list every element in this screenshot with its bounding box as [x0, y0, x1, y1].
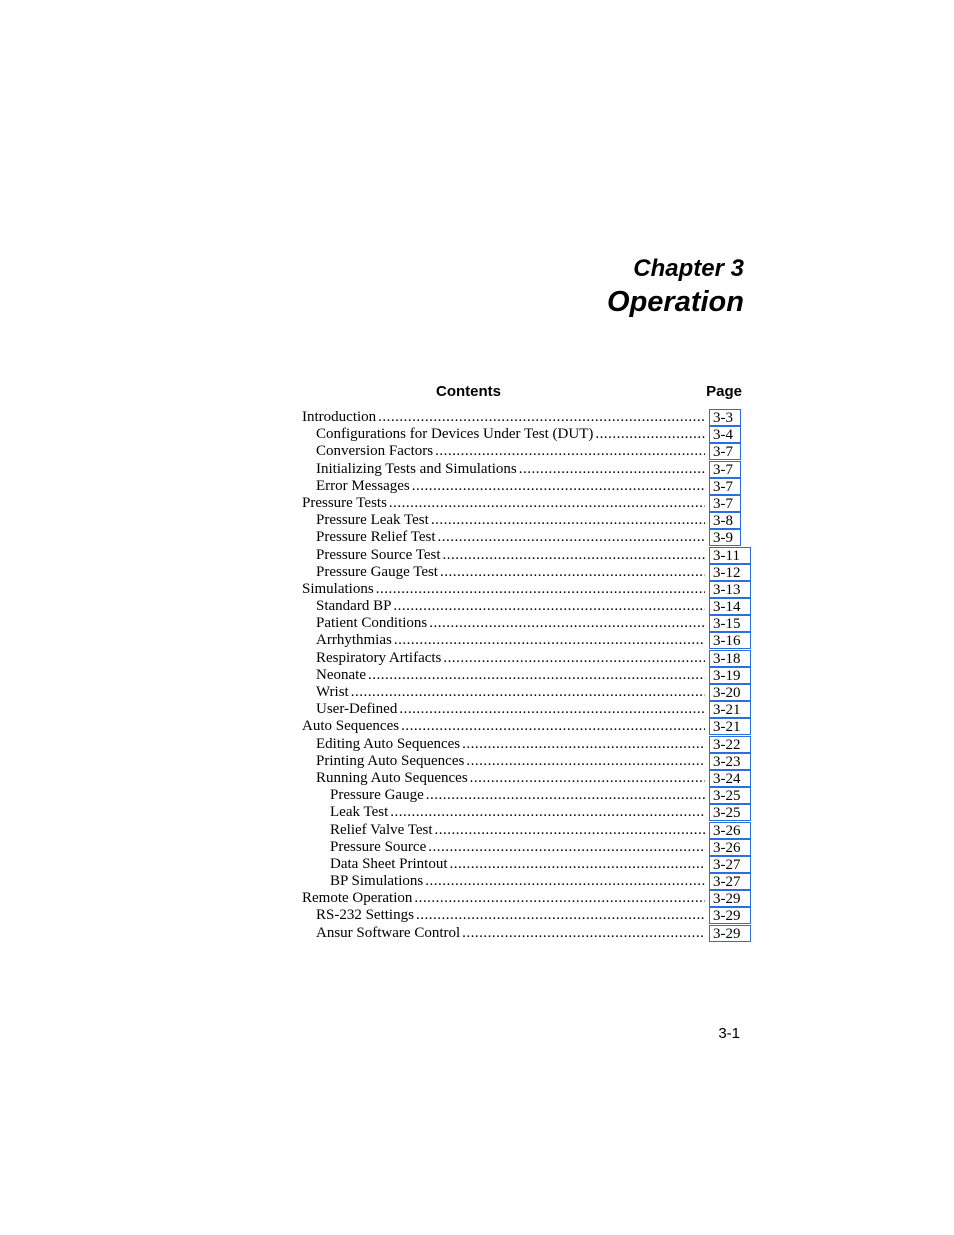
- table-of-contents: [302, 409, 752, 942]
- toc-page-link[interactable]: 3-29: [709, 890, 751, 907]
- toc-entry: [316, 426, 705, 443]
- toc-entry: [316, 701, 705, 718]
- toc-entry-title: Auto Sequences: [302, 718, 400, 735]
- toc-page-link[interactable]: 3-21: [709, 701, 751, 718]
- toc-entry-title: BP Simulations: [330, 873, 424, 890]
- toc-page-link[interactable]: 3-26: [709, 839, 751, 856]
- chapter-heading: [607, 252, 744, 318]
- dot-leader: [447, 856, 705, 873]
- toc-page-link[interactable]: 3-22: [709, 736, 751, 753]
- toc-entry: [302, 495, 705, 512]
- toc-entry-title: Data Sheet Printout: [330, 855, 448, 872]
- dot-leader: [438, 564, 705, 581]
- toc-row[interactable]: [302, 598, 752, 615]
- toc-row[interactable]: [302, 547, 752, 564]
- toc-entry: [316, 770, 705, 787]
- chapter-title: Operation: [607, 286, 744, 318]
- toc-entry: [316, 632, 705, 649]
- toc-entry-title: Pressure Gauge Test: [316, 563, 438, 580]
- page-number: 3-1: [718, 1025, 740, 1042]
- toc-page-link[interactable]: 3-27: [709, 856, 751, 873]
- toc-entry-title: Running Auto Sequences: [316, 769, 468, 786]
- toc-row[interactable]: [302, 787, 752, 804]
- toc-entry: [316, 684, 705, 701]
- toc-page-link[interactable]: 3-20: [709, 684, 751, 701]
- toc-entry: [316, 736, 705, 753]
- toc-page-link[interactable]: 3-27: [709, 873, 751, 890]
- toc-entry-title: Arrhythmias: [316, 632, 392, 649]
- toc-entry-title: Leak Test: [330, 804, 389, 821]
- toc-page-link[interactable]: 3-23: [709, 753, 751, 770]
- toc-page-link[interactable]: 3-29: [709, 907, 751, 924]
- dot-leader: [460, 736, 705, 753]
- toc-entry: [302, 409, 705, 426]
- toc-page-link[interactable]: 3-25: [709, 787, 751, 804]
- toc-page-link[interactable]: 3-24: [709, 770, 751, 787]
- toc-entry-title: Neonate: [316, 666, 366, 683]
- dot-leader: [460, 925, 705, 942]
- toc-page-link[interactable]: 3-9: [709, 529, 741, 546]
- toc-row[interactable]: [302, 495, 752, 512]
- toc-entry: [316, 461, 705, 478]
- toc-entry: [302, 581, 705, 598]
- toc-row[interactable]: [302, 822, 752, 839]
- toc-entry: [302, 890, 705, 907]
- toc-entry: [302, 718, 705, 735]
- dot-leader: [414, 907, 705, 924]
- toc-page-link[interactable]: 3-26: [709, 822, 751, 839]
- toc-entry-title: Pressure Gauge: [330, 787, 424, 804]
- toc-row[interactable]: [302, 890, 752, 907]
- dot-leader: [517, 461, 705, 478]
- dot-leader: [397, 701, 705, 718]
- dot-leader: [392, 632, 705, 649]
- toc-page-link[interactable]: 3-14: [709, 598, 751, 615]
- dot-leader: [429, 512, 705, 529]
- dot-leader: [387, 495, 705, 512]
- toc-entry-title: Standard BP: [316, 598, 392, 615]
- dot-leader: [433, 443, 705, 460]
- dot-leader: [391, 598, 705, 615]
- toc-entry-title: Printing Auto Sequences: [316, 752, 465, 769]
- toc-row[interactable]: [302, 839, 752, 856]
- toc-entry-title: Patient Conditions: [316, 615, 428, 632]
- toc-page-link[interactable]: 3-4: [709, 426, 741, 443]
- toc-entry: [316, 907, 705, 924]
- dot-leader: [441, 650, 705, 667]
- toc-entry: [316, 598, 705, 615]
- toc-row[interactable]: [302, 925, 752, 942]
- dot-leader: [464, 753, 705, 770]
- dot-leader: [423, 873, 705, 890]
- contents-header: [300, 383, 742, 401]
- toc-entry: [316, 478, 705, 495]
- toc-entry: [316, 650, 705, 667]
- toc-row[interactable]: [302, 632, 752, 649]
- toc-page-link[interactable]: 3-12: [709, 564, 751, 581]
- toc-row[interactable]: [302, 443, 752, 460]
- toc-row[interactable]: [302, 701, 752, 718]
- dot-leader: [412, 890, 705, 907]
- dot-leader: [366, 667, 705, 684]
- toc-entry-title: Error Messages: [316, 477, 410, 494]
- toc-entry: [316, 443, 705, 460]
- toc-row[interactable]: [302, 650, 752, 667]
- toc-row[interactable]: [302, 684, 752, 701]
- toc-entry-title: Initializing Tests and Simulations: [316, 460, 517, 477]
- toc-entry: [316, 529, 705, 546]
- toc-row[interactable]: [302, 907, 752, 924]
- toc-row[interactable]: [302, 409, 752, 426]
- dot-leader: [399, 718, 705, 735]
- toc-entry-title: Respiratory Artifacts: [316, 649, 442, 666]
- toc-entry-title: Editing Auto Sequences: [316, 735, 461, 752]
- toc-entry-title: Conversion Factors: [316, 443, 434, 460]
- toc-entry: [330, 822, 705, 839]
- dot-leader: [349, 684, 705, 701]
- page-column-label: Page: [706, 383, 742, 400]
- toc-entry: [316, 512, 705, 529]
- toc-entry-title: Relief Valve Test: [330, 821, 433, 838]
- toc-entry: [330, 856, 705, 873]
- toc-entry-title: Pressure Source Test: [316, 546, 441, 563]
- toc-entry: [330, 787, 705, 804]
- toc-entry: [316, 667, 705, 684]
- toc-page-link[interactable]: 3-3: [709, 409, 741, 426]
- toc-row[interactable]: [302, 529, 752, 546]
- toc-entry-title: Ansur Software Control: [316, 924, 461, 941]
- toc-row[interactable]: [302, 856, 752, 873]
- dot-leader: [424, 787, 705, 804]
- toc-entry-title: Pressure Source: [330, 838, 427, 855]
- toc-entry-title: Remote Operation: [302, 890, 413, 907]
- toc-entry: [330, 873, 705, 890]
- toc-row[interactable]: [302, 736, 752, 753]
- toc-page-link[interactable]: 3-8: [709, 512, 741, 529]
- dot-leader: [427, 615, 705, 632]
- toc-page-link[interactable]: 3-7: [709, 443, 741, 460]
- toc-entry-title: Configurations for Devices Under Test (DUT): [316, 426, 594, 443]
- toc-entry: [316, 615, 705, 632]
- toc-entry-title: Wrist: [316, 684, 349, 700]
- dot-leader: [410, 478, 705, 495]
- toc-page-link[interactable]: 3-7: [709, 478, 741, 495]
- contents-column-label: Contents: [436, 383, 501, 400]
- toc-row[interactable]: [302, 667, 752, 684]
- toc-entry: [330, 839, 705, 856]
- dot-leader: [468, 770, 705, 787]
- toc-row[interactable]: [302, 461, 752, 478]
- toc-row[interactable]: [302, 564, 752, 581]
- toc-row[interactable]: [302, 770, 752, 787]
- dot-leader: [593, 426, 705, 443]
- toc-page-link[interactable]: 3-7: [709, 495, 741, 512]
- toc-entry-title: Pressure Tests: [302, 494, 387, 511]
- toc-entry-title: Simulations: [302, 580, 374, 597]
- toc-entry-title: Introduction: [302, 409, 377, 425]
- chapter-label: Chapter 3: [633, 255, 744, 282]
- toc-page-link[interactable]: 3-29: [709, 925, 751, 942]
- toc-entry-title: RS-232 Settings: [316, 907, 414, 924]
- toc-page-link[interactable]: 3-15: [709, 615, 751, 632]
- toc-entry-title: Pressure Leak Test: [316, 512, 429, 529]
- dot-leader: [388, 804, 705, 821]
- toc-page-link[interactable]: 3-25: [709, 804, 751, 821]
- dot-leader: [433, 822, 705, 839]
- toc-page-link[interactable]: 3-21: [709, 718, 751, 735]
- toc-entry: [316, 753, 705, 770]
- dot-leader: [426, 839, 705, 856]
- toc-entry: [316, 925, 705, 942]
- toc-entry: [316, 547, 705, 564]
- dot-leader: [440, 547, 705, 564]
- toc-page-link[interactable]: 3-11: [709, 547, 751, 564]
- toc-entry-title: User-Defined: [316, 701, 398, 718]
- toc-page-link[interactable]: 3-19: [709, 667, 751, 684]
- dot-leader: [435, 529, 705, 546]
- toc-page-link[interactable]: 3-13: [709, 581, 751, 598]
- toc-page-link[interactable]: 3-16: [709, 632, 751, 649]
- toc-row[interactable]: [302, 753, 752, 770]
- toc-row[interactable]: [302, 512, 752, 529]
- toc-page-link[interactable]: 3-7: [709, 461, 741, 478]
- toc-entry: [330, 804, 705, 821]
- dot-leader: [374, 581, 705, 598]
- toc-row[interactable]: [302, 478, 752, 495]
- toc-row[interactable]: [302, 873, 752, 890]
- toc-row[interactable]: [302, 804, 752, 821]
- toc-row[interactable]: [302, 426, 752, 443]
- toc-entry: [316, 564, 705, 581]
- toc-row[interactable]: [302, 581, 752, 598]
- toc-row[interactable]: [302, 615, 752, 632]
- toc-entry-title: Pressure Relief Test: [316, 529, 436, 546]
- toc-page-link[interactable]: 3-18: [709, 650, 751, 667]
- toc-row[interactable]: [302, 718, 752, 735]
- dot-leader: [376, 409, 705, 426]
